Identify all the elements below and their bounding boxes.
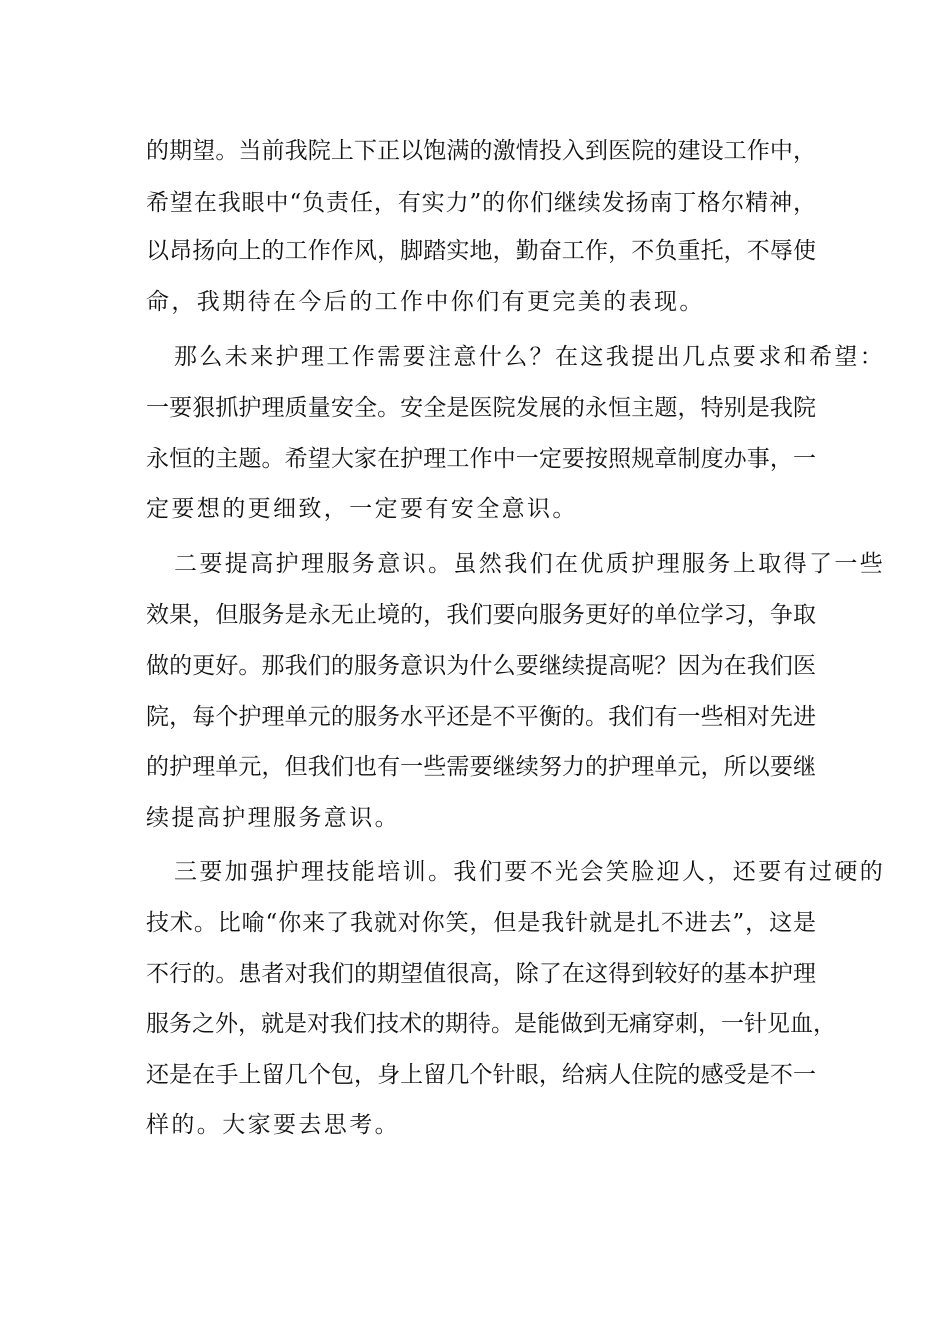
text-line: 那么未来护理工作需要注意什么？在这我提出几点要求和希望：	[174, 344, 886, 370]
text-line: 样的。大家要去思考。	[146, 1112, 400, 1138]
text-line: 希望在我眼中“负责任，有实力”的你们继续发扬南丁格尔精神，	[146, 190, 816, 216]
text-line: 的护理单元，但我们也有一些需要继续努力的护理单元，所以要继	[146, 754, 816, 780]
text-line: 做的更好。那我们的服务意识为什么要继续提高呢？因为在我们医	[146, 653, 816, 679]
text-line: 命，我期待在今后的工作中你们有更完美的表现。	[146, 289, 705, 315]
text-line: 三要加强护理技能培训。我们要不光会笑脸迎人，还要有过硬的	[174, 859, 886, 885]
text-line: 技术。比喻“你来了我就对你笑，但是我针就是扎不进去”，这是	[146, 910, 816, 936]
text-line: 还是在手上留几个包，身上留几个针眼，给病人住院的感受是不一	[146, 1062, 816, 1088]
text-line: 效果，但服务是永无止境的，我们要向服务更好的单位学习，争取	[146, 602, 816, 628]
text-line: 永恒的主题。希望大家在护理工作中一定要按照规章制度办事，一	[146, 446, 816, 472]
text-line: 以昂扬向上的工作作风，脚踏实地，勤奋工作，不负重托，不辱使	[146, 238, 816, 264]
text-line: 服务之外，就是对我们技术的期待。是能做到无痛穿刺，一针见血，	[146, 1011, 836, 1037]
text-line: 定要想的更细致，一定要有安全意识。	[146, 496, 578, 522]
text-line: 不行的。患者对我们的期望值很高，除了在这得到较好的基本护理	[146, 961, 816, 987]
text-line: 续提高护理服务意识。	[146, 805, 400, 831]
text-line: 的期望。当前我院上下正以饱满的激情投入到医院的建设工作中，	[146, 138, 816, 164]
text-line: 二要提高护理服务意识。虽然我们在优质护理服务上取得了一些	[174, 551, 886, 577]
text-line: 院，每个护理单元的服务水平还是不平衡的。我们有一些相对先进	[146, 704, 816, 730]
text-line: 一要狠抓护理质量安全。安全是医院发展的永恒主题，特别是我院	[146, 395, 816, 421]
